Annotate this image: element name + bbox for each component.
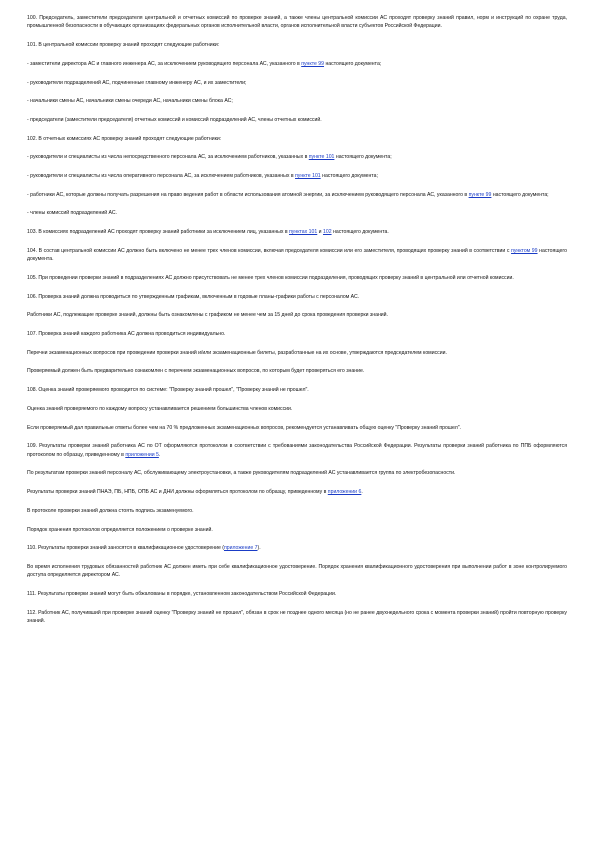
paragraph-text: и — [317, 229, 323, 236]
paragraph-text: В протоколе проверки знаний должна стоять подпись экзаменуемого. — [27, 507, 194, 514]
paragraph-text: Проверяемый должен быть предварительно ознакомлен с перечнем экзаменационных вопросов, по которым будет проверяться его знание. — [27, 368, 365, 375]
paragraph-text: 104. В состав центральной комиссии АС должно быть включено не менее трех членов комиссии, включая председателя комиссии или его заместителя, проводящих проверку знаний в соответствии с — [27, 247, 512, 254]
paragraph — [27, 135, 567, 143]
paragraph-text: - руководители подразделений АС, подчиненные главному инженеру АС, и их заместители; — [27, 79, 247, 86]
paragraph — [27, 609, 567, 626]
paragraph — [27, 526, 567, 534]
paragraph — [27, 469, 567, 477]
paragraph — [27, 41, 567, 49]
paragraph — [27, 293, 567, 301]
document-body — [27, 14, 567, 636]
paragraph — [27, 367, 567, 375]
paragraph-text: настоящего документа; — [324, 60, 382, 67]
paragraph-text: настоящего документа; — [320, 173, 378, 180]
paragraph-text: - члены комиссий подразделений АС. — [27, 210, 117, 217]
paragraph-text: . — [158, 451, 161, 458]
paragraph-text: 102. В отчетных комиссиях АС проверку знаний проходят следующие работники: — [27, 135, 222, 142]
paragraph — [27, 563, 567, 580]
paragraph — [27, 116, 567, 124]
paragraph-text: 109. Результаты проверки знаний работника АС по ОТ оформляются протоколом в соответствии с требованиями законодательства Российской Федерации. Результаты проверки знаний работника по ППБ оформляются протоколом по образцу, приведенному в — [27, 443, 567, 458]
paragraph-text: 107. Проверка знаний каждого работника АС должна проводиться индивидуально. — [27, 331, 226, 338]
paragraph — [27, 14, 567, 31]
paragraph-text: Порядок хранения протоколов определяется положением о проверке знаний. — [27, 526, 213, 533]
document-reference-link[interactable]: приложении 6 — [327, 489, 362, 496]
paragraph — [27, 507, 567, 515]
paragraph — [27, 349, 567, 357]
paragraph-text: - руководители и специалисты из числа оперативного персонала АС, за исключением работников, указанных в — [27, 173, 295, 180]
paragraph-text: 106. Проверка знаний должна проводиться по утвержденным графикам, включенным в годовые планы-графики работы с персоналом АС. — [27, 293, 360, 300]
paragraph-text: настоящего документа. — [331, 229, 389, 236]
paragraph-text: По результатам проверки знаний персоналу АС, обслуживающему электроустановки, а также руководителям подразделений АС устанавливается группа по электробезопасности. — [27, 470, 456, 477]
paragraph — [27, 442, 567, 459]
document-reference-link[interactable]: пункте 101 — [295, 173, 321, 180]
paragraph — [27, 386, 567, 394]
paragraph-text: ). — [257, 545, 261, 552]
paragraph-text: Оценка знаний проверяемого по каждому вопросу устанавливается решением большинства членов комиссии. — [27, 405, 293, 412]
paragraph — [27, 590, 567, 598]
document-reference-link[interactable]: приложение 7 — [223, 545, 258, 552]
paragraph-text: 110. Результаты проверки знаний заносятся в квалификационное удостоверение ( — [27, 545, 224, 552]
paragraph-text: 103. В комиссиях подразделений АС проходят проверку знаний работники за исключением лиц, указанных в — [27, 229, 290, 236]
paragraph — [27, 247, 567, 264]
paragraph — [27, 544, 567, 552]
paragraph-text: 111. Результаты проверки знаний могут быть обжалованы в порядке, установленном законодательством Российской Федерации. — [27, 591, 337, 598]
paragraph-text: - начальники смены АС, начальники смены очереди АС, начальники смены блока АС; — [27, 98, 233, 105]
paragraph — [27, 488, 567, 496]
paragraph-text: . — [361, 489, 363, 496]
paragraph — [27, 191, 567, 199]
paragraph — [27, 424, 567, 432]
paragraph-text: 101. В центральной комиссии проверку знаний проходят следующие работники: — [27, 42, 220, 49]
paragraph — [27, 97, 567, 105]
paragraph-text: - руководители и специалисты из числа непосредственного персонала АС, за исключением работников, указанных в — [27, 154, 309, 161]
document-reference-link[interactable]: пунктом 99 — [511, 247, 538, 254]
paragraph — [27, 228, 567, 236]
document-reference-link[interactable]: пункте 99 — [468, 191, 492, 198]
paragraph-text: Работники АС, подлежащие проверке знаний, должны быть ознакомлены с графиком не менее чем за 15 дней до срока проведения проверки знаний. — [27, 312, 388, 319]
document-reference-link[interactable]: пункте 101 — [308, 154, 335, 161]
document-reference-link[interactable]: приложении 5 — [125, 451, 159, 458]
paragraph — [27, 172, 567, 180]
paragraph-text: 108. Оценка знаний проверяемого проводится по системе: "Проверку знаний прошел", "Проверку знаний не прошел". — [27, 387, 309, 394]
document-reference-link[interactable]: пунктах 101 — [289, 229, 318, 236]
paragraph-text: 105. При проведении проверки знаний в подразделениях АС должно присутствовать не менее трех членов комиссии подразделения, проводящих проверку знаний в центральной или отчетной комиссии. — [27, 274, 514, 281]
paragraph — [27, 311, 567, 319]
paragraph-text: Во время исполнения трудовых обязанностей работник АС должен иметь при себе квалификационное удостоверение. Порядок хранения квалификационного удостоверения при выполнении работ в зоне контролируемого доступа определяется директором АС. — [27, 563, 567, 579]
paragraph-text: Перечни экзаменационных вопросов при проведении проверки знаний и/или экзаменационные билеты, разработанные на их основе, утверждаются председателем комиссии. — [27, 349, 447, 356]
document-reference-link[interactable]: 102 — [322, 229, 332, 236]
paragraph — [27, 60, 567, 68]
paragraph — [27, 405, 567, 413]
paragraph — [27, 153, 567, 161]
paragraph-text: Результаты проверки знаний ПНАЭ, ПБ, НПБ, ОПБ АС и ДНИ должны оформляться протоколом по образцу, приведенному в — [27, 489, 328, 496]
document-reference-link[interactable]: пункте 99 — [301, 60, 325, 67]
paragraph — [27, 209, 567, 217]
paragraph — [27, 274, 567, 282]
paragraph-text: 112. Работник АС, получивший при проверке знаний оценку "Проверку знаний не прошел", обязан в срок не позднее одного месяца (но не ранее двухнедельного срока с момента проверки знаний) пройти повторную проверку знаний. — [27, 609, 567, 625]
paragraph — [27, 79, 567, 87]
paragraph-text: 100. Председатель, заместители председателя центральной и отчетных комиссий по проверке знаний, а также члены центральной комиссии АС проходят проверку знаний правил, норм и инструкций по охране труда, промышленной безопасности в обучающих организациях федеральных органов исполнительной власти, органов исполнительной власти субъектов Российской Федерации. — [27, 15, 567, 30]
paragraph-text: настоящего документа; — [491, 191, 549, 198]
paragraph-text: - заместители директора АС и главного инженера АС, за исключением руководящего персонала АС, указанного в — [27, 60, 302, 67]
paragraph-text: настоящего документа. — [27, 247, 567, 263]
paragraph — [27, 330, 567, 338]
paragraph-text: - работники АС, которые должны получать разрешения на право ведения работ в области использования атомной энергии, за исключением руководящего персонала АС, указанного в — [27, 191, 469, 198]
paragraph-text: настоящего документа; — [334, 154, 392, 161]
paragraph-text: Если проверяемый дал правильные ответы более чем на 70 % предложенных экзаменационных вопросов, рекомендуется устанавливать общую оценку "Проверку знаний прошел". — [27, 424, 461, 431]
paragraph-text: - председатели (заместители председателя) отчетных комиссий и комиссий подразделений АС, члены отчетных комиссий. — [27, 116, 322, 123]
